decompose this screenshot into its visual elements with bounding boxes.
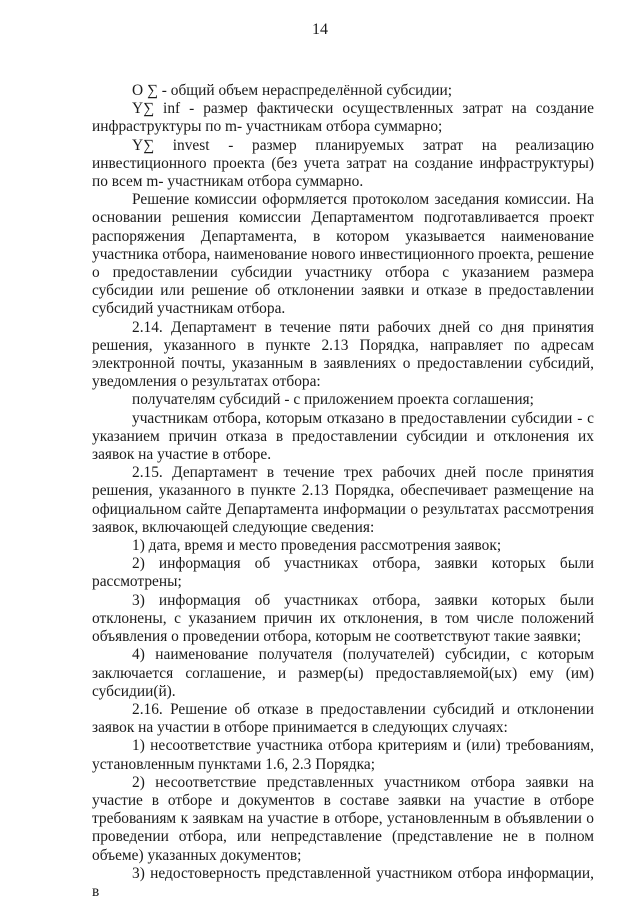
- list-item-2-15-4: 4) наименование получателя (получателей) субсидии, с которым заключается соглашение, и размер(ы) предоставляемой(ых) ему (им) субсидии(й).: [92, 646, 594, 700]
- notice-rejected: участникам отбора, которым отказано в предоставлении субсидии - с указанием причин отказа в предоставлении субсидии и отклонения их заявок на участие в отборе.: [92, 409, 594, 464]
- list-item-2-16-2: 2) несоответствие представленных участником отбора заявки на участие в отборе и документов в составе заявки на участие в отборе требованиям к заявкам на участие в отборе, установленным в объявлении о проведении отбора, или непредставление (представление не в полном объеме) указанных документов;: [92, 773, 594, 864]
- list-item-2-16-3: 3) недостоверность представленной участником отбора информации, в: [92, 864, 594, 900]
- formula-definition-y-invest: Y∑ invest - размер планируемых затрат на реализацию инвестиционного проекта (без учета затрат на создание инфраструктуры) по всем m- участникам отбора суммарно.: [92, 136, 594, 191]
- paragraph-commission-decision: Решение комиссии оформляется протоколом заседания комиссии. На основании решения комиссии Департаментом подготавливается проект распоряжения Департамента, в котором указывается наименование участника отбора, наименование нового инвестиционного проекта, решение о предоставлении субсидии участнику отбора с указанием размера субсидии или решение об отклонении заявки и отказе в предоставлении субсидий участникам отбора.: [92, 191, 594, 318]
- list-item-2-15-2: 2) информация об участниках отбора, заявки которых были рассмотрены;: [92, 555, 594, 591]
- section-2-15: 2.15. Департамент в течение трех рабочих дней после принятия решения, указанного в пункте 2.13 Порядка, обеспечивает размещение на официальном сайте Департамента информации о результатах рассмотрения заявок, включающей следующие сведения:: [92, 464, 594, 536]
- section-2-14: 2.14. Департамент в течение пяти рабочих дней со дня принятия решения, указанного в пункте 2.13 Порядка, направляет по адресам электронной почты, указанным в заявлениях о предоставлении субсидий, уведомления о результатах отбора:: [92, 318, 594, 391]
- list-item-2-15-1: 1) дата, время и место проведения рассмотрения заявок;: [132, 537, 502, 555]
- page-number: 14: [312, 21, 328, 38]
- formula-definition-y-inf: Y∑ inf - размер фактически осуществленных затрат на создание инфраструктуры по m- участникам отбора суммарно;: [92, 100, 594, 136]
- formula-definition-o: О ∑ - общий объем нераспределённой субсидии;: [132, 82, 452, 99]
- notice-recipients: получателям субсидий - с приложением проекта соглашения;: [132, 391, 534, 409]
- list-item-2-16-1: 1) несоответствие участника отбора критериям и (или) требованиям, установленным пунктами 1.6, 2.3 Порядка;: [92, 737, 594, 773]
- document-body: [92, 82, 594, 901]
- list-item-2-15-3: 3) информация об участниках отбора, заявки которых были отклонены, с указанием причин их отклонения, в том числе положений объявления о проведении отбора, которым не соответствуют такие заявки;: [92, 591, 594, 646]
- section-2-16: 2.16. Решение об отказе в предоставлении субсидий и отклонении заявок на участии в отборе принимается в следующих случаях:: [92, 700, 594, 737]
